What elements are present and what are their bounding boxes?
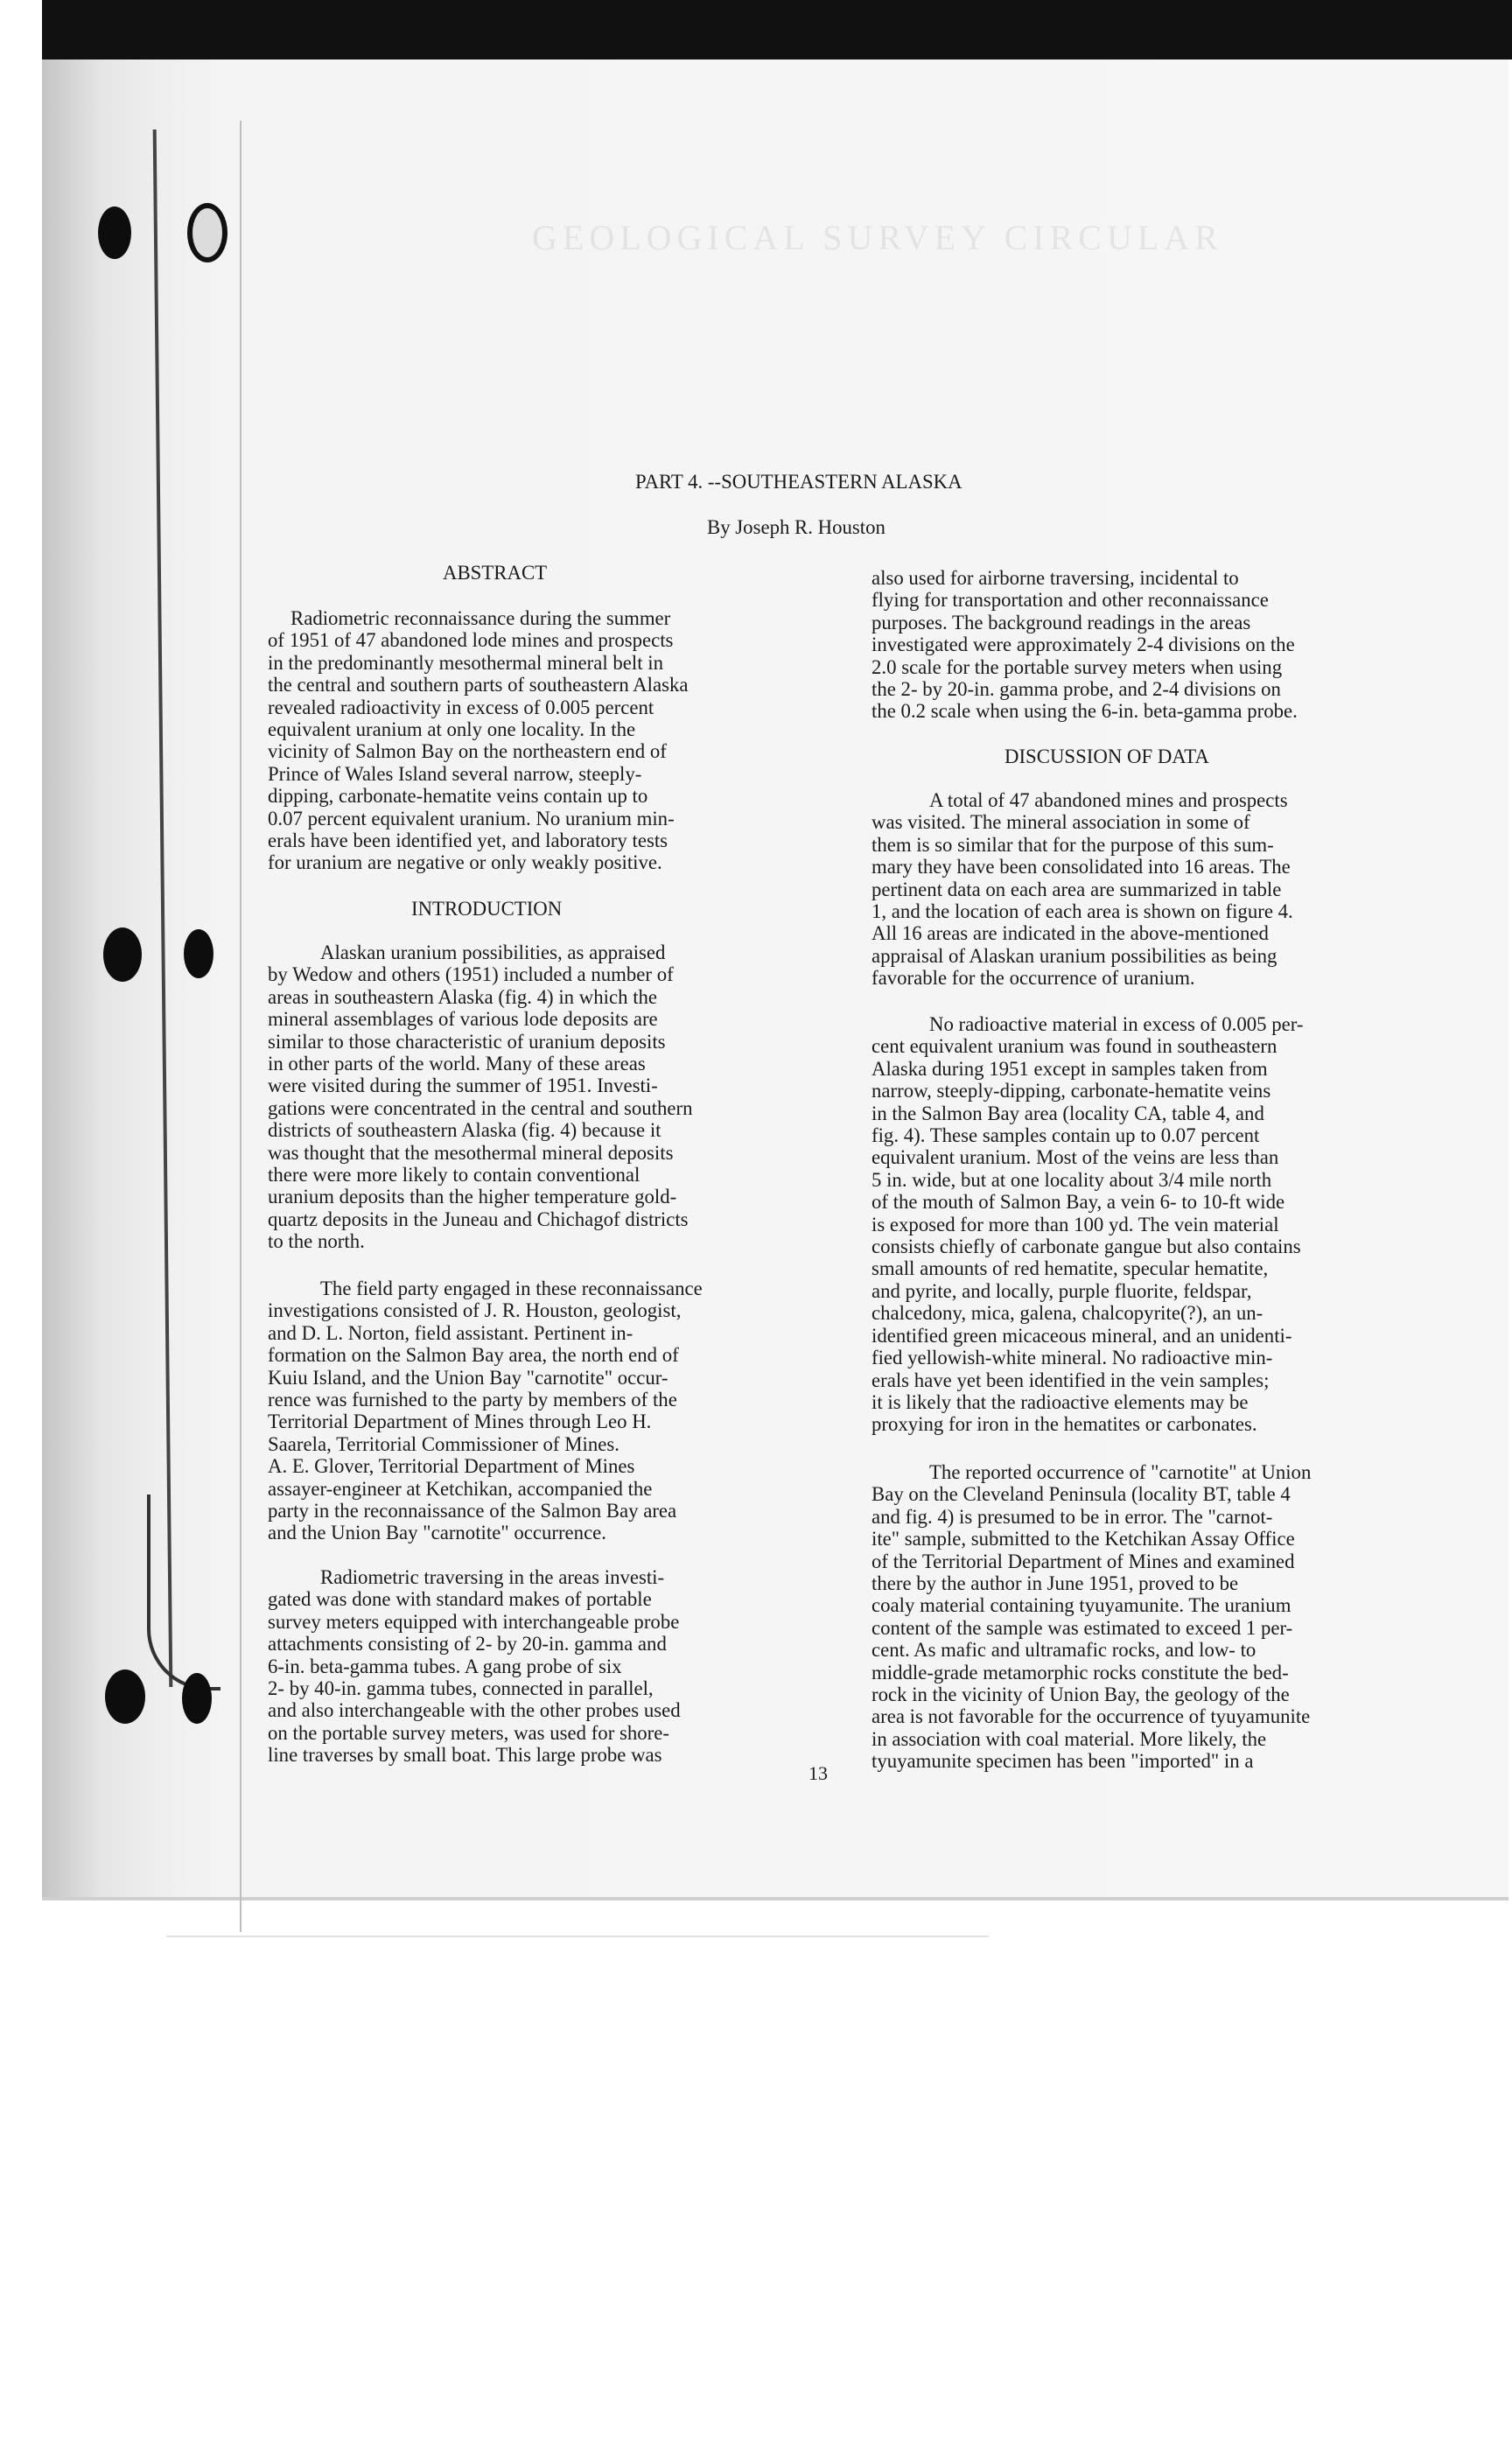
discussion-paragraph-2 [872,1013,1303,1436]
text-line: Kuiu Island, and the Union Bay "carnotite" occur- [268,1366,668,1389]
text-line: of the Territorial Department of Mines and examined [872,1550,1295,1572]
punch-hole [187,203,228,262]
text-line: and the Union Bay "carnotite" occurrence. [268,1522,607,1544]
text-line: Territorial Department of Mines through Leo H. [268,1410,652,1433]
text-line: mary they have been consolidated into 16 areas. The [872,856,1291,878]
punch-hole [182,1673,212,1724]
text-line: also used for airborne traversing, incidental to [872,567,1239,589]
text-line: 2.0 scale for the portable survey meters when using [872,655,1283,678]
scan-bottom-rule [166,1936,989,1937]
text-line: by Wedow and others (1951) included a number of [268,963,674,986]
text-line: assayer-engineer at Ketchikan, accompanied the [268,1477,653,1500]
text-line: identified green micaceous mineral, and an unidenti- [872,1324,1292,1347]
text-line: pertinent data on each area are summarized in table [872,878,1282,900]
text-line: revealed radioactivity in excess of 0.005 percent [268,696,654,718]
text-line: line traverses by small boat. This large probe was [268,1744,662,1767]
text-line: gations were concentrated in the central and southern [268,1096,693,1119]
text-line: there were more likely to contain conventional [268,1164,640,1186]
text-line: uranium deposits than the higher temperature gold- [268,1186,677,1208]
text-line: ite" sample, submitted to the Ketchikan Assay Office [872,1528,1295,1550]
text-line: fig. 4). These samples contain up to 0.07 percent [872,1124,1260,1147]
text-line: the 2- by 20-in. gamma probe, and 2-4 divisions on [872,678,1281,701]
text-line: it is likely that the radioactive elements may be [872,1390,1249,1413]
text-line: content of the sample was estimated to exceed 1 per- [872,1616,1293,1639]
punch-hole [105,1670,145,1724]
text-line: proxying for iron in the hematites or carbonates. [872,1413,1257,1436]
part-title: PART 4. --SOUTHEASTERN ALASKA [635,471,962,493]
text-line: was thought that the mesothermal mineral deposits [268,1141,674,1164]
text-line: districts of southeastern Alaska (fig. 4) because it [268,1119,662,1142]
text-line: chalcedony, mica, galena, chalcopyrite(?), an un- [872,1302,1264,1325]
text-line: Bay on the Cleveland Peninsula (locality BT, table 4 [872,1483,1291,1506]
text-line: vicinity of Salmon Bay on the northeastern end of [268,740,667,763]
text-line: narrow, steeply-dipping, carbonate-hematite veins [872,1080,1271,1102]
text-line: The reported occurrence of "carnotite" at Union [929,1461,1312,1483]
text-line: on the portable survey meters, was used for shore- [268,1721,669,1744]
text-line: flying for transportation and other reconnaissance [872,589,1269,612]
discussion-paragraph-1 [872,789,1293,990]
text-line: The field party engaged in these reconnaissance [320,1278,703,1299]
text-line: Prince of Wales Island several narrow, steeply- [268,762,642,785]
text-line: of 1951 of 47 abandoned lode mines and prospects [268,629,674,652]
page-fold-line [240,121,242,1932]
text-line: Radiometric reconnaissance during the summer [290,607,671,629]
discussion-heading: DISCUSSION OF DATA [1004,746,1209,767]
text-line: in other parts of the world. Many of these areas [268,1053,646,1075]
radiometric-paragraph [268,1566,681,1767]
page-number: 13 [808,1762,828,1784]
text-line: 0.07 percent equivalent uranium. No uranium min- [268,807,675,830]
text-line: and fig. 4) is presumed to be in error. The "carnot- [872,1505,1273,1528]
abstract-paragraph [268,607,688,874]
text-line: erals have yet been identified in the vein samples; [872,1368,1270,1391]
text-line: rence was furnished to the party by members of the [268,1389,677,1411]
text-line: A. E. Glover, Territorial Department of Mines [268,1455,635,1478]
text-line: to the north. [268,1230,365,1253]
text-line: for uranium are negative or only weakly positive. [268,851,662,874]
text-line: areas in southeastern Alaska (fig. 4) in which the [268,985,658,1008]
text-line: was visited. The mineral association in some of [872,811,1250,834]
byline: By Joseph R. Houston [707,516,886,538]
text-line: investigations consisted of J. R. Houston, geologist, [268,1299,682,1322]
text-line: consists chiefly of carbonate gangue but also contains [872,1236,1301,1258]
text-line: 2- by 40-in. gamma tubes, connected in parallel, [268,1677,654,1700]
text-line: in the Salmon Bay area (locality CA, table 4, and [872,1102,1264,1124]
binder-spine-curve [147,1494,220,1690]
text-line: Alaska during 1951 except in samples taken from [872,1057,1268,1080]
text-line: Alaskan uranium possibilities, as appraised [320,942,666,963]
abstract-heading: ABSTRACT [443,562,548,584]
bleed-through-text: GEOLOGICAL SURVEY CIRCULAR [532,218,1223,257]
text-line: attachments consisting of 2- by 20-in. gamma and [268,1633,667,1656]
text-line: small amounts of red hematite, specular hematite, [872,1257,1269,1280]
text-line: survey meters equipped with interchangeable probe [268,1610,680,1633]
field-party-paragraph [268,1278,703,1544]
text-line: and D. L. Norton, field assistant. Pertinent in- [268,1321,634,1344]
punch-hole [98,206,131,259]
text-line: equivalent uranium at only one locality. In the [268,718,636,741]
punch-hole [184,929,214,978]
text-line: rock in the vicinity of Union Bay, the geology of the [872,1684,1290,1706]
text-line: 5 in. wide, but at one locality about 3/4 mile north [872,1168,1272,1191]
text-line: is exposed for more than 100 yd. The vein material [872,1213,1279,1236]
text-line: equivalent uranium. Most of the veins are less than [872,1146,1279,1169]
text-line: All 16 areas are indicated in the above-mentioned [872,922,1269,945]
text-line: coaly material containing tyuyamunite. The uranium [872,1594,1292,1617]
text-line: them is so similar that for the purpose of this sum- [872,833,1274,856]
text-line: party in the reconnaissance of the Salmon Bay area [268,1500,677,1522]
text-line: No radioactive material in excess of 0.005 per- [929,1013,1304,1035]
text-line: formation on the Salmon Bay area, the north end of [268,1344,679,1367]
text-line: Saarela, Territorial Commissioner of Mines. [268,1432,620,1455]
text-line: dipping, carbonate-hematite veins contain up to [268,785,648,808]
text-line: gated was done with standard makes of portable [268,1588,652,1611]
text-line: of the mouth of Salmon Bay, a vein 6- to 10-ft wide [872,1191,1285,1214]
introduction-heading: INTRODUCTION [411,898,563,920]
text-line: the 0.2 scale when using the 6-in. beta-gamma probe. [872,700,1298,723]
introduction-paragraph [268,942,693,1253]
text-line: erals have been identified yet, and laboratory tests [268,830,668,852]
continued-paragraph [872,567,1298,723]
text-line: 1, and the location of each area is shown on figure 4. [872,900,1293,923]
text-line: investigated were approximately 2-4 divisions on the [872,634,1295,656]
text-line: there by the author in June 1951, proved to be [872,1572,1239,1595]
discussion-paragraph-3 [872,1461,1311,1773]
text-line: in association with coal material. More likely, the [872,1727,1267,1750]
text-line: appraisal of Alaskan uranium possibilities as being [872,944,1278,967]
text-line: Radiometric traversing in the areas investi- [320,1566,665,1588]
text-line: and also interchangeable with the other probes used [268,1699,681,1722]
text-line: mineral assemblages of various lode deposits are [268,1008,658,1031]
text-line: tyuyamunite specimen has been "imported" in a [872,1750,1254,1773]
text-line: the central and southern parts of southeastern Alaska [268,674,689,696]
text-line: 6-in. beta-gamma tubes. A gang probe of six [268,1655,622,1677]
text-line: cent. As mafic and ultramafic rocks, and low- to [872,1639,1256,1662]
text-line: cent equivalent uranium was found in southeastern [872,1035,1278,1058]
text-line: in the predominantly mesothermal mineral belt in [268,651,664,674]
text-line: fied yellowish-white mineral. No radioactive min- [872,1347,1273,1369]
text-line: quartz deposits in the Juneau and Chichagof districts [268,1208,689,1230]
text-line: purposes. The background readings in the areas [872,611,1251,634]
scan-top-dark-edge [42,0,1512,60]
text-line: were visited during the summer of 1951. Investi- [268,1074,658,1097]
text-line: and pyrite, and locally, purple fluorite, feldspar, [872,1279,1252,1302]
text-line: similar to those characteristic of uranium deposits [268,1030,666,1053]
text-line: favorable for the occurrence of uranium. [872,967,1195,990]
text-line: middle-grade metamorphic rocks constitute the bed- [872,1661,1289,1684]
punch-hole [103,928,142,982]
text-line: A total of 47 abandoned mines and prospects [929,789,1288,811]
text-line: area is not favorable for the occurrence of tyuyamunite [872,1705,1311,1728]
